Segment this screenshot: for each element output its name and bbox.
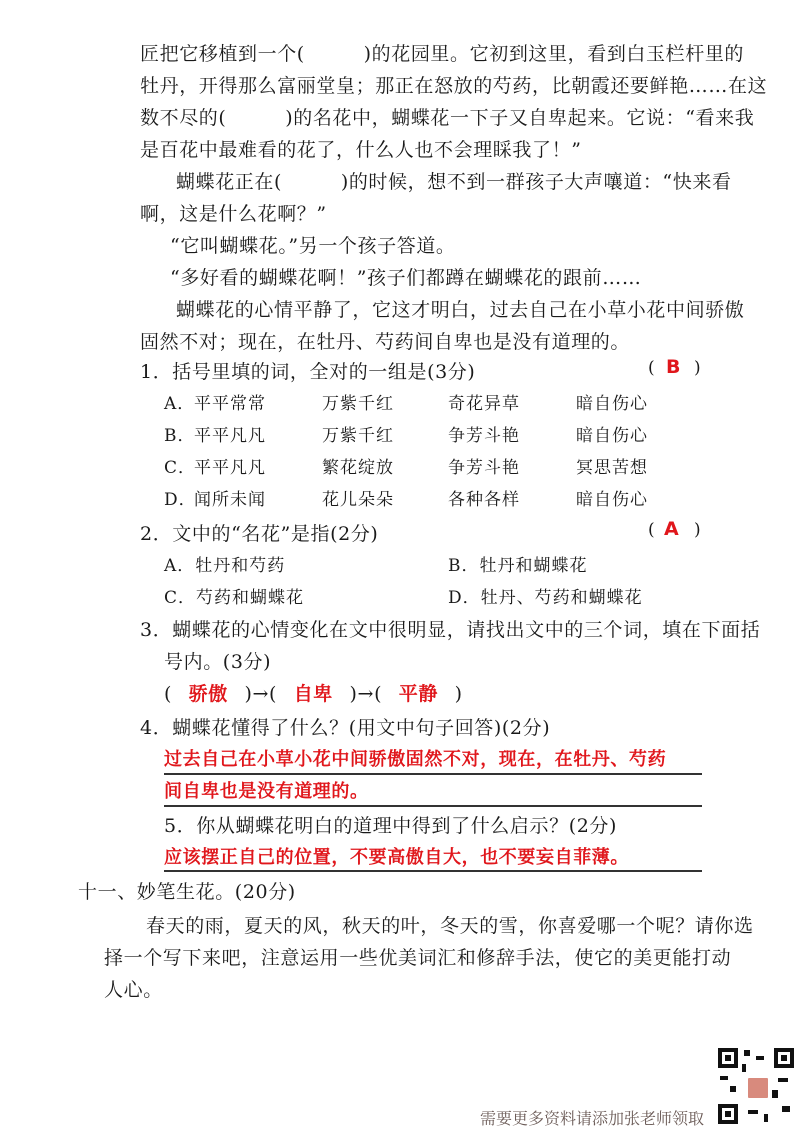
passage-line: 啊，这是什么花啊？”	[140, 203, 327, 225]
option-word: 闻所未闻	[194, 490, 266, 510]
option-label: A．	[164, 394, 196, 414]
qr-code-icon[interactable]	[718, 1048, 794, 1124]
arrow-paren: )→(	[349, 683, 383, 705]
option-word: 繁花绽放	[322, 458, 394, 478]
option-word: 冥思苦想	[576, 458, 648, 478]
question-1-answer: B	[666, 356, 681, 378]
option-word: 奇花异草	[448, 394, 520, 414]
question-3-stem: 号内。(3分)	[164, 651, 272, 673]
answer-paren-right: )	[694, 520, 701, 540]
question-1-stem: 1．括号里填的词，全对的一组是(3分)	[140, 361, 476, 383]
question-5-stem: 5．你从蝴蝶花明白的道理中得到了什么启示？(2分)	[164, 815, 618, 837]
question-3-answer-row	[164, 678, 463, 710]
section-11-line: 择一个写下来吧，注意运用一些优美词汇和修辞手法，使它的美更能打动	[104, 947, 732, 969]
option-word: 万紫千红	[322, 394, 394, 414]
option-label: B．	[164, 426, 196, 446]
option-word: 万紫千红	[322, 426, 394, 446]
option-word: 暗自伤心	[576, 394, 648, 414]
option-word: 暗自伤心	[576, 490, 648, 510]
passage-line: 数不尽的( )的名花中，蝴蝶花一下子又自卑起来。它说：“看来我	[140, 107, 755, 129]
option-word: 平平常常	[194, 394, 266, 414]
answer-word: 骄傲	[188, 683, 228, 705]
option-label: D．	[164, 490, 197, 510]
question-5-answer: 应该摆正自己的位置，不要高傲自大，也不要妄自菲薄。	[164, 847, 629, 868]
option-label: C．	[164, 458, 197, 478]
paren: (	[164, 683, 173, 705]
question-2-option-a: A．牡丹和芍药	[164, 556, 286, 576]
question-4-answer: 过去自己在小草小花中间骄傲固然不对，现在，在牡丹、芍药	[164, 749, 667, 770]
question-2-option-c: C．芍药和蝴蝶花	[164, 588, 305, 608]
answer-word: 平静	[398, 683, 438, 705]
option-word: 平平凡凡	[194, 426, 266, 446]
section-11-line: 人心。	[104, 979, 163, 1001]
arrow-paren: )→(	[244, 683, 278, 705]
answer-paren-left: (	[648, 520, 655, 540]
option-word: 花儿朵朵	[322, 490, 394, 510]
passage-line: 是百花中最难看的花了，什么人也不会理睬我了！”	[140, 139, 582, 161]
passage-line: 匠把它移植到一个( )的花园里。它初到这里，看到白玉栏杆里的	[140, 43, 745, 65]
passage-line: 蝴蝶花的心情平静了，它这才明白，过去自己在小草小花中间骄傲	[176, 299, 745, 321]
question-3-stem: 3．蝴蝶花的心情变化在文中很明显，请找出文中的三个词，填在下面括	[140, 619, 761, 641]
passage-line: 牡丹，开得那么富丽堂皇；那正在怒放的芍药，比朝霞还要鲜艳……在这	[140, 75, 768, 97]
question-2-stem: 2．文中的“名花”是指(2分)	[140, 523, 379, 545]
answer-line	[164, 805, 702, 807]
passage-line: 蝴蝶花正在( )的时候，想不到一群孩子大声嚷道：“快来看	[176, 171, 732, 193]
answer-line	[164, 773, 702, 775]
option-word: 争芳斗艳	[448, 458, 520, 478]
passage-line: “它叫蝴蝶花。”另一个孩子答道。	[170, 235, 456, 257]
footer-note: 需要更多资料请添加张老师领取	[480, 1109, 705, 1128]
option-word: 暗自伤心	[576, 426, 648, 446]
option-word: 各种各样	[448, 490, 520, 510]
answer-word: 自卑	[293, 683, 333, 705]
option-word: 争芳斗艳	[448, 426, 520, 446]
option-word: 平平凡凡	[194, 458, 266, 478]
answer-line	[164, 870, 702, 872]
question-4-stem: 4．蝴蝶花懂得了什么？(用文中句子回答)(2分)	[140, 717, 551, 739]
paren: )	[454, 683, 463, 705]
answer-paren-right: )	[694, 358, 701, 378]
section-11-title: 十一、妙笔生花。(20分)	[78, 881, 296, 903]
passage-line: “多好看的蝴蝶花啊！”孩子们都蹲在蝴蝶花的跟前……	[170, 267, 642, 289]
question-2-option-b: B．牡丹和蝴蝶花	[448, 556, 588, 576]
passage-line: 固然不对；现在，在牡丹、芍药间自卑也是没有道理的。	[140, 331, 631, 353]
question-4-answer: 间自卑也是没有道理的。	[164, 781, 369, 802]
question-2-answer: A	[664, 518, 679, 540]
answer-paren-left: (	[648, 358, 655, 378]
question-2-option-d: D．牡丹、芍药和蝴蝶花	[448, 588, 643, 608]
section-11-line: 春天的雨，夏天的风，秋天的叶，冬天的雪，你喜爱哪一个呢？请你选	[146, 915, 754, 937]
